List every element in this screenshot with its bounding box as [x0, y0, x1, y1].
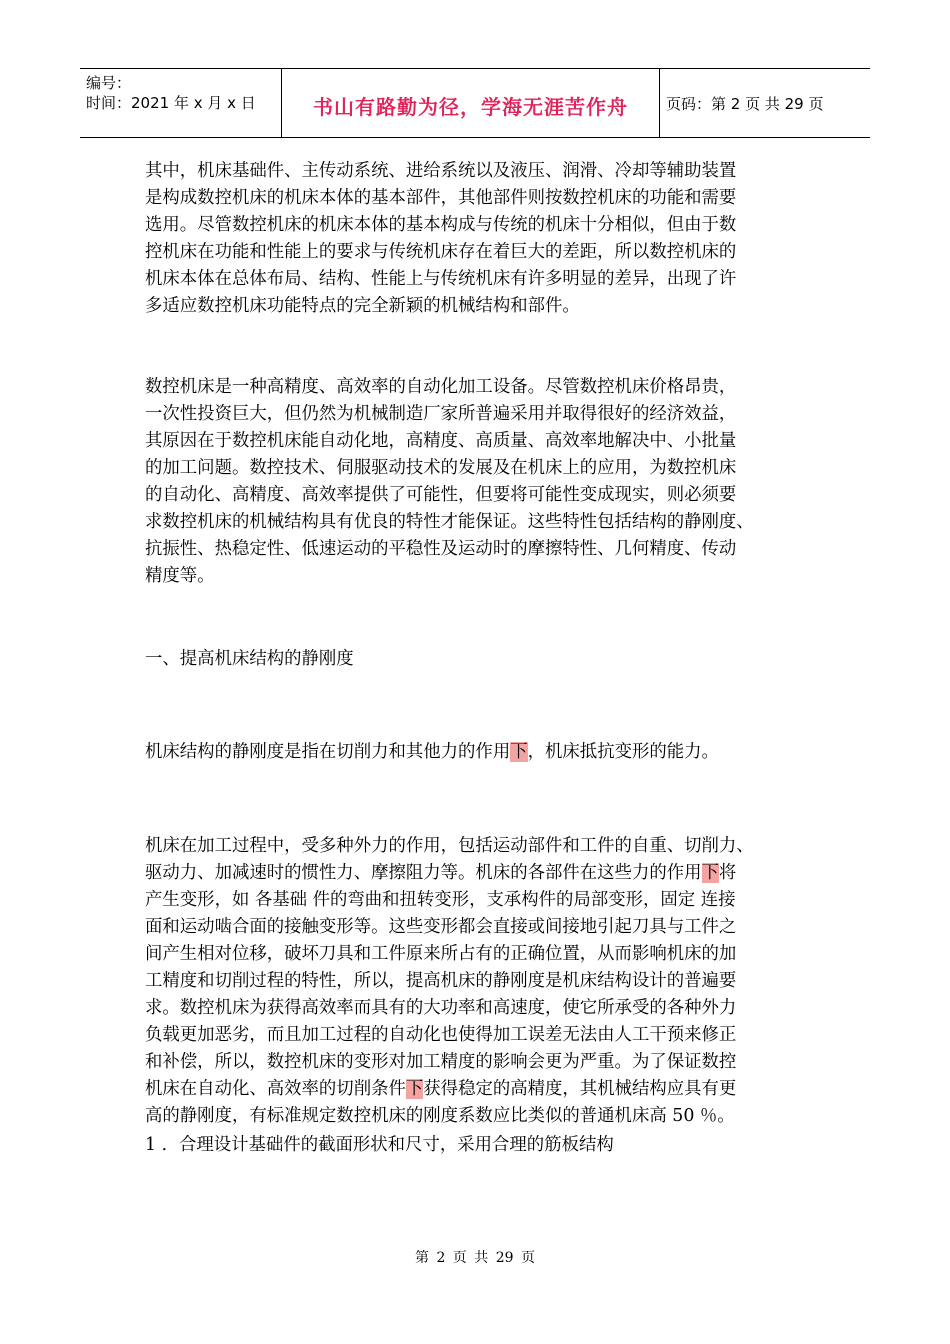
- paragraph-3: [145, 739, 719, 766]
- section-heading-1: [145, 646, 354, 673]
- highlighted-text: 下: [510, 742, 528, 762]
- header-page-cell: [660, 69, 870, 137]
- text-run: 将: [718, 863, 737, 883]
- list-item-text: 1 ．合理设计基础件的截面形状和尺寸，采用合理的筋板结构: [145, 1135, 614, 1155]
- text-run: ，机床抵抗变形的能力。: [527, 742, 719, 762]
- paragraph-2: [145, 374, 754, 590]
- text-line: 产生变形，如 各基础 件的弯曲和扭转变形，支承构件的局部变形，固定 连接: [145, 890, 736, 910]
- text-line: 机床本体在总体布局、结构、性能上与传统机床有许多明显的差异，出现了许: [145, 269, 737, 289]
- header-motto-cell: [282, 69, 660, 137]
- text-line: 负载更加恶劣，而且加工过程的自动化也使得加工误差无法由人工干预来修正: [145, 1025, 737, 1045]
- text-line: 面和运动啮合面的接触变形等。这些变形都会直接或间接地引起刀具与工件之: [145, 917, 737, 937]
- text-run: 机床在自动化、高效率的切削条件: [145, 1079, 406, 1099]
- text-line: 工精度和切削过程的特性，所以，提高机床的静刚度是机床结构设计的普遍要: [145, 971, 737, 991]
- text-line: 精度等。: [145, 566, 215, 586]
- text-line: 和补偿，所以，数控机床的变形对加工精度的影响会更为严重。为了保证数控: [145, 1052, 737, 1072]
- highlighted-text: 下: [701, 863, 719, 883]
- text-line: 高的静刚度，有标准规定数控机床的刚度系数应比类似的普通机床高 50 ％。: [145, 1106, 735, 1126]
- text-line: 选用。尽管数控机床的机床本体的基本构成与传统的机床十分相似，但由于数: [145, 215, 737, 235]
- text-line: 是构成数控机床的机床本体的基本部件，其他部件则按数控机床的功能和需要: [145, 188, 737, 208]
- time-label: 时间：2021 年 x 月 x 日: [86, 94, 256, 112]
- text-line: 数控机床是一种高精度、高效率的自动化加工设备。尽管数控机床价格昂贵，: [145, 377, 737, 397]
- text-line: 机床在加工过程中，受多种外力的作用，包括运动部件和工件的自重、切削力、: [145, 836, 754, 856]
- page-header: [80, 68, 870, 138]
- text-line: 控机床在功能和性能上的要求与传统机床存在着巨大的差距，所以数控机床的: [145, 242, 737, 262]
- text-line: 一次性投资巨大，但仍然为机械制造厂家所普遍采用并取得很好的经济效益，: [145, 404, 737, 424]
- number-label: 编号：: [86, 74, 132, 92]
- text-line: 的加工问题。数控技术、伺服驱动技术的发展及在机床上的应用，为数控机床: [145, 458, 737, 478]
- page-footer: 第 2 页 共 29 页: [415, 1250, 535, 1266]
- text-line: [145, 860, 754, 887]
- highlighted-text: 下: [405, 1079, 424, 1099]
- text-line: 间产生相对位移，破坏刀具和工件原来所占有的正确位置，从而影响机床的加: [145, 944, 737, 964]
- header-page-info: 页码：第 2 页 共 29 页: [666, 95, 824, 113]
- text-line: [145, 1076, 754, 1103]
- text-line: 的自动化、高精度、高效率提供了可能性，但要将可能性变成现实，则必须要: [145, 485, 737, 505]
- list-item-1: [145, 1132, 614, 1159]
- text-line: 多适应数控机床功能特点的完全新颖的机械结构和部件。: [145, 296, 580, 316]
- text-line: 抗振性、热稳定性、低速运动的平稳性及运动时的摩擦特性、几何精度、传动: [145, 539, 737, 559]
- text-line: 求。数控机床为获得高效率而具有的大功率和高速度，使它所承受的各种外力: [145, 998, 737, 1018]
- header-motto: 书山有路勤为径，学海无涯苦作舟: [313, 95, 628, 119]
- paragraph-4: [145, 833, 754, 1130]
- header-meta-cell: [80, 69, 282, 137]
- text-line: 其中，机床基础件、主传动系统、进给系统以及液压、润滑、冷却等辅助装置: [145, 161, 737, 181]
- text-line: 其原因在于数控机床能自动化地，高精度、高质量、高效率地解决中、小批量: [145, 431, 737, 451]
- text-run: 获得稳定的高精度，其机械结构应具有更: [423, 1079, 737, 1099]
- text-line: [145, 739, 719, 766]
- section-heading-text: 一、提高机床结构的静刚度: [145, 649, 354, 669]
- text-run: 驱动力、加减速时的惯性力、摩擦阻力等。机床的各部件在这些力的作用: [145, 863, 702, 883]
- text-run: 机床结构的静刚度是指在切削力和其他力的作用: [145, 742, 511, 762]
- paragraph-1: [145, 158, 736, 320]
- text-line: 求数控机床的机械结构具有优良的特性才能保证。这些特性包括结构的静刚度、: [145, 512, 754, 532]
